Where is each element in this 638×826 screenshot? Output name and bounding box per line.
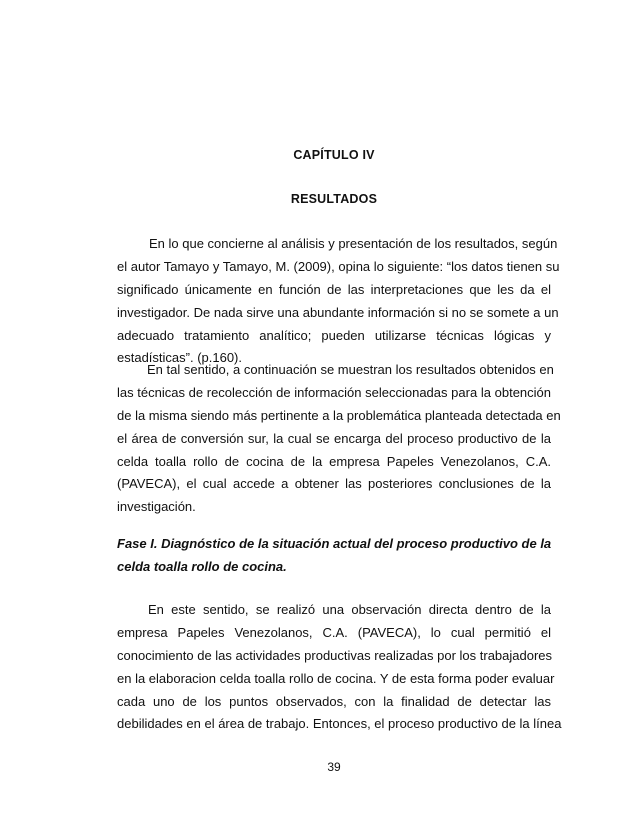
paragraph-line: en la elaboracion celda toalla rollo de cocina. Y de esta forma poder evaluar (117, 670, 555, 686)
paragraph-line: estadísticas”. (p.160). (117, 350, 242, 366)
phase-heading (117, 533, 551, 579)
paragraph-line: investigación. (117, 499, 196, 515)
section-title: RESULTADOS (290, 192, 378, 206)
paragraph-line: adecuado tratamiento analítico; pueden utilizarse técnicas lógicas y (117, 327, 551, 343)
paragraph-line: En este sentido, se realizó una observación directa dentro de la (148, 602, 551, 617)
paragraph-line: las técnicas de recolección de información seleccionadas para la obtención (117, 384, 551, 400)
paragraph-observation (117, 599, 562, 736)
paragraph-results (117, 359, 561, 519)
paragraph-line: el autor Tamayo y Tamayo, M. (2009), opina lo siguiente: “los datos tienen su (117, 258, 560, 274)
page-number: 39 (327, 760, 341, 774)
paragraph-line: celda toalla rollo de cocina de la empresa Papeles Venezolanos, C.A. (117, 453, 551, 469)
paragraph-line: cada uno de los puntos observados, con la finalidad de detectar las (117, 693, 551, 709)
paragraph-line: empresa Papeles Venezolanos, C.A. (PAVECA), lo cual permitió el (117, 624, 551, 640)
paragraph-line: En tal sentido, a continuación se muestran los resultados obtenidos en (147, 362, 554, 377)
paragraph-line: significado únicamente en función de las interpretaciones que les da el (117, 281, 551, 297)
paragraph-line: el área de conversión sur, la cual se encarga del proceso productivo de la (117, 430, 551, 446)
paragraph-line: debilidades en el área de trabajo. Entonces, el proceso productivo de la línea (117, 716, 562, 732)
paragraph-intro (117, 233, 560, 370)
paragraph-line: conocimiento de las actividades productivas realizadas por los trabajadores (117, 647, 553, 663)
paragraph-line: de la misma siendo más pertinente a la problemática planteada detectada en (117, 407, 561, 423)
paragraph-line: En lo que concierne al análisis y presentación de los resultados, según (149, 236, 558, 251)
chapter-title: CAPÍTULO IV (293, 148, 375, 162)
phase-heading-line: celda toalla rollo de cocina. (117, 558, 287, 574)
paragraph-line: (PAVECA), el cual accede a obtener las posteriores conclusiones de la (117, 476, 551, 492)
phase-heading-line: Fase I. Diagnóstico de la situación actual del proceso productivo de la (117, 536, 552, 551)
paragraph-line: investigador. De nada sirve una abundante información si no se somete a un (117, 304, 559, 320)
